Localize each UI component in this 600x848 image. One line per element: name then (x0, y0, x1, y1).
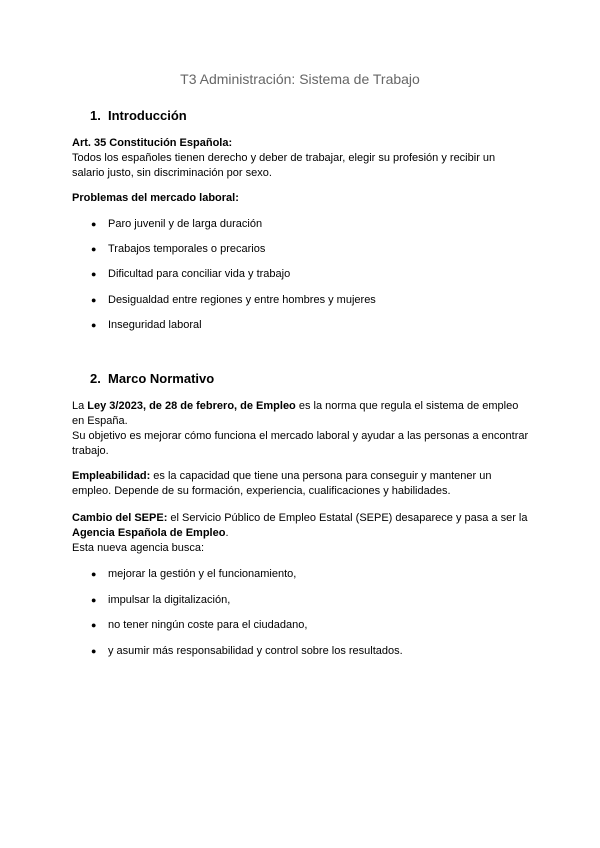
problems-label-text: Problemas del mercado laboral: (72, 192, 239, 204)
bullet-icon: ● (91, 595, 97, 605)
section-number: 1. (90, 108, 101, 123)
bullet-icon: ● (91, 295, 97, 305)
document-title: T3 Administración: Sistema de Trabajo (180, 71, 420, 87)
ley-objective: Su objetivo es mejorar cómo funciona el mercado laboral y ayudar a las personas a encontrar trabajo. (72, 430, 529, 457)
sepe-intro: Esta nueva agencia busca: (72, 542, 205, 554)
problems-label (72, 191, 512, 206)
sepe-end: . (225, 527, 229, 539)
ley-title: Ley 3/2023, de 28 de febrero, de Empleo (87, 400, 296, 412)
ley-paragraph (72, 399, 532, 459)
ley-post: es la norma que regula el sistema de empleo en España. (72, 400, 519, 427)
sepe-text: el Servicio Público de Empleo Estatal (SEPE) desaparece y pasa a ser la (167, 512, 528, 524)
sepe-label: Cambio del SEPE: (72, 512, 168, 524)
list-item-text: y asumir más responsabilidad y control sobre los resultados. (108, 645, 403, 657)
list-item-text: Trabajos temporales o precarios (108, 243, 266, 255)
list-item-text: Desigualdad entre regiones y entre hombres y mujeres (108, 294, 376, 306)
ley-pre: La (72, 400, 88, 412)
list-item-text: Paro juvenil y de larga duración (108, 218, 263, 230)
list-item-text: no tener ningún coste para el ciudadano, (108, 619, 308, 631)
art35-paragraph (72, 136, 512, 181)
section-title: Introducción (108, 108, 187, 123)
bullet-icon: ● (91, 269, 97, 279)
empleabilidad-paragraph (72, 469, 532, 499)
bullet-icon: ● (91, 320, 97, 330)
bullet-icon: ● (91, 219, 97, 229)
bullet-icon: ● (91, 646, 97, 656)
empleabilidad-label: Empleabilidad: (72, 470, 151, 482)
list-item-text: impulsar la digitalización, (108, 594, 231, 606)
art35-text: Todos los españoles tienen derecho y deber de trabajar, elegir su profesión y recibir un salario justo, sin discriminación por sexo. (72, 152, 496, 179)
list-item-text: Dificultad para conciliar vida y trabajo (108, 268, 291, 280)
bullet-icon: ● (91, 620, 97, 630)
section-title: Marco Normativo (108, 371, 215, 386)
empleabilidad-text: es la capacidad que tiene una persona para conseguir y mantener un empleo. Depende de su formación, experiencia, cualificaciones y habilidades. (72, 470, 492, 497)
art35-label: Art. 35 Constitución Española: (72, 137, 233, 149)
bullet-icon: ● (91, 244, 97, 254)
agency-name: Agencia Española de Empleo (72, 527, 226, 539)
sepe-paragraph (72, 511, 542, 556)
list-item-text: mejorar la gestión y el funcionamiento, (108, 568, 297, 580)
section-number: 2. (90, 371, 101, 386)
bullet-icon: ● (91, 569, 97, 579)
list-item-text: Inseguridad laboral (108, 319, 202, 331)
